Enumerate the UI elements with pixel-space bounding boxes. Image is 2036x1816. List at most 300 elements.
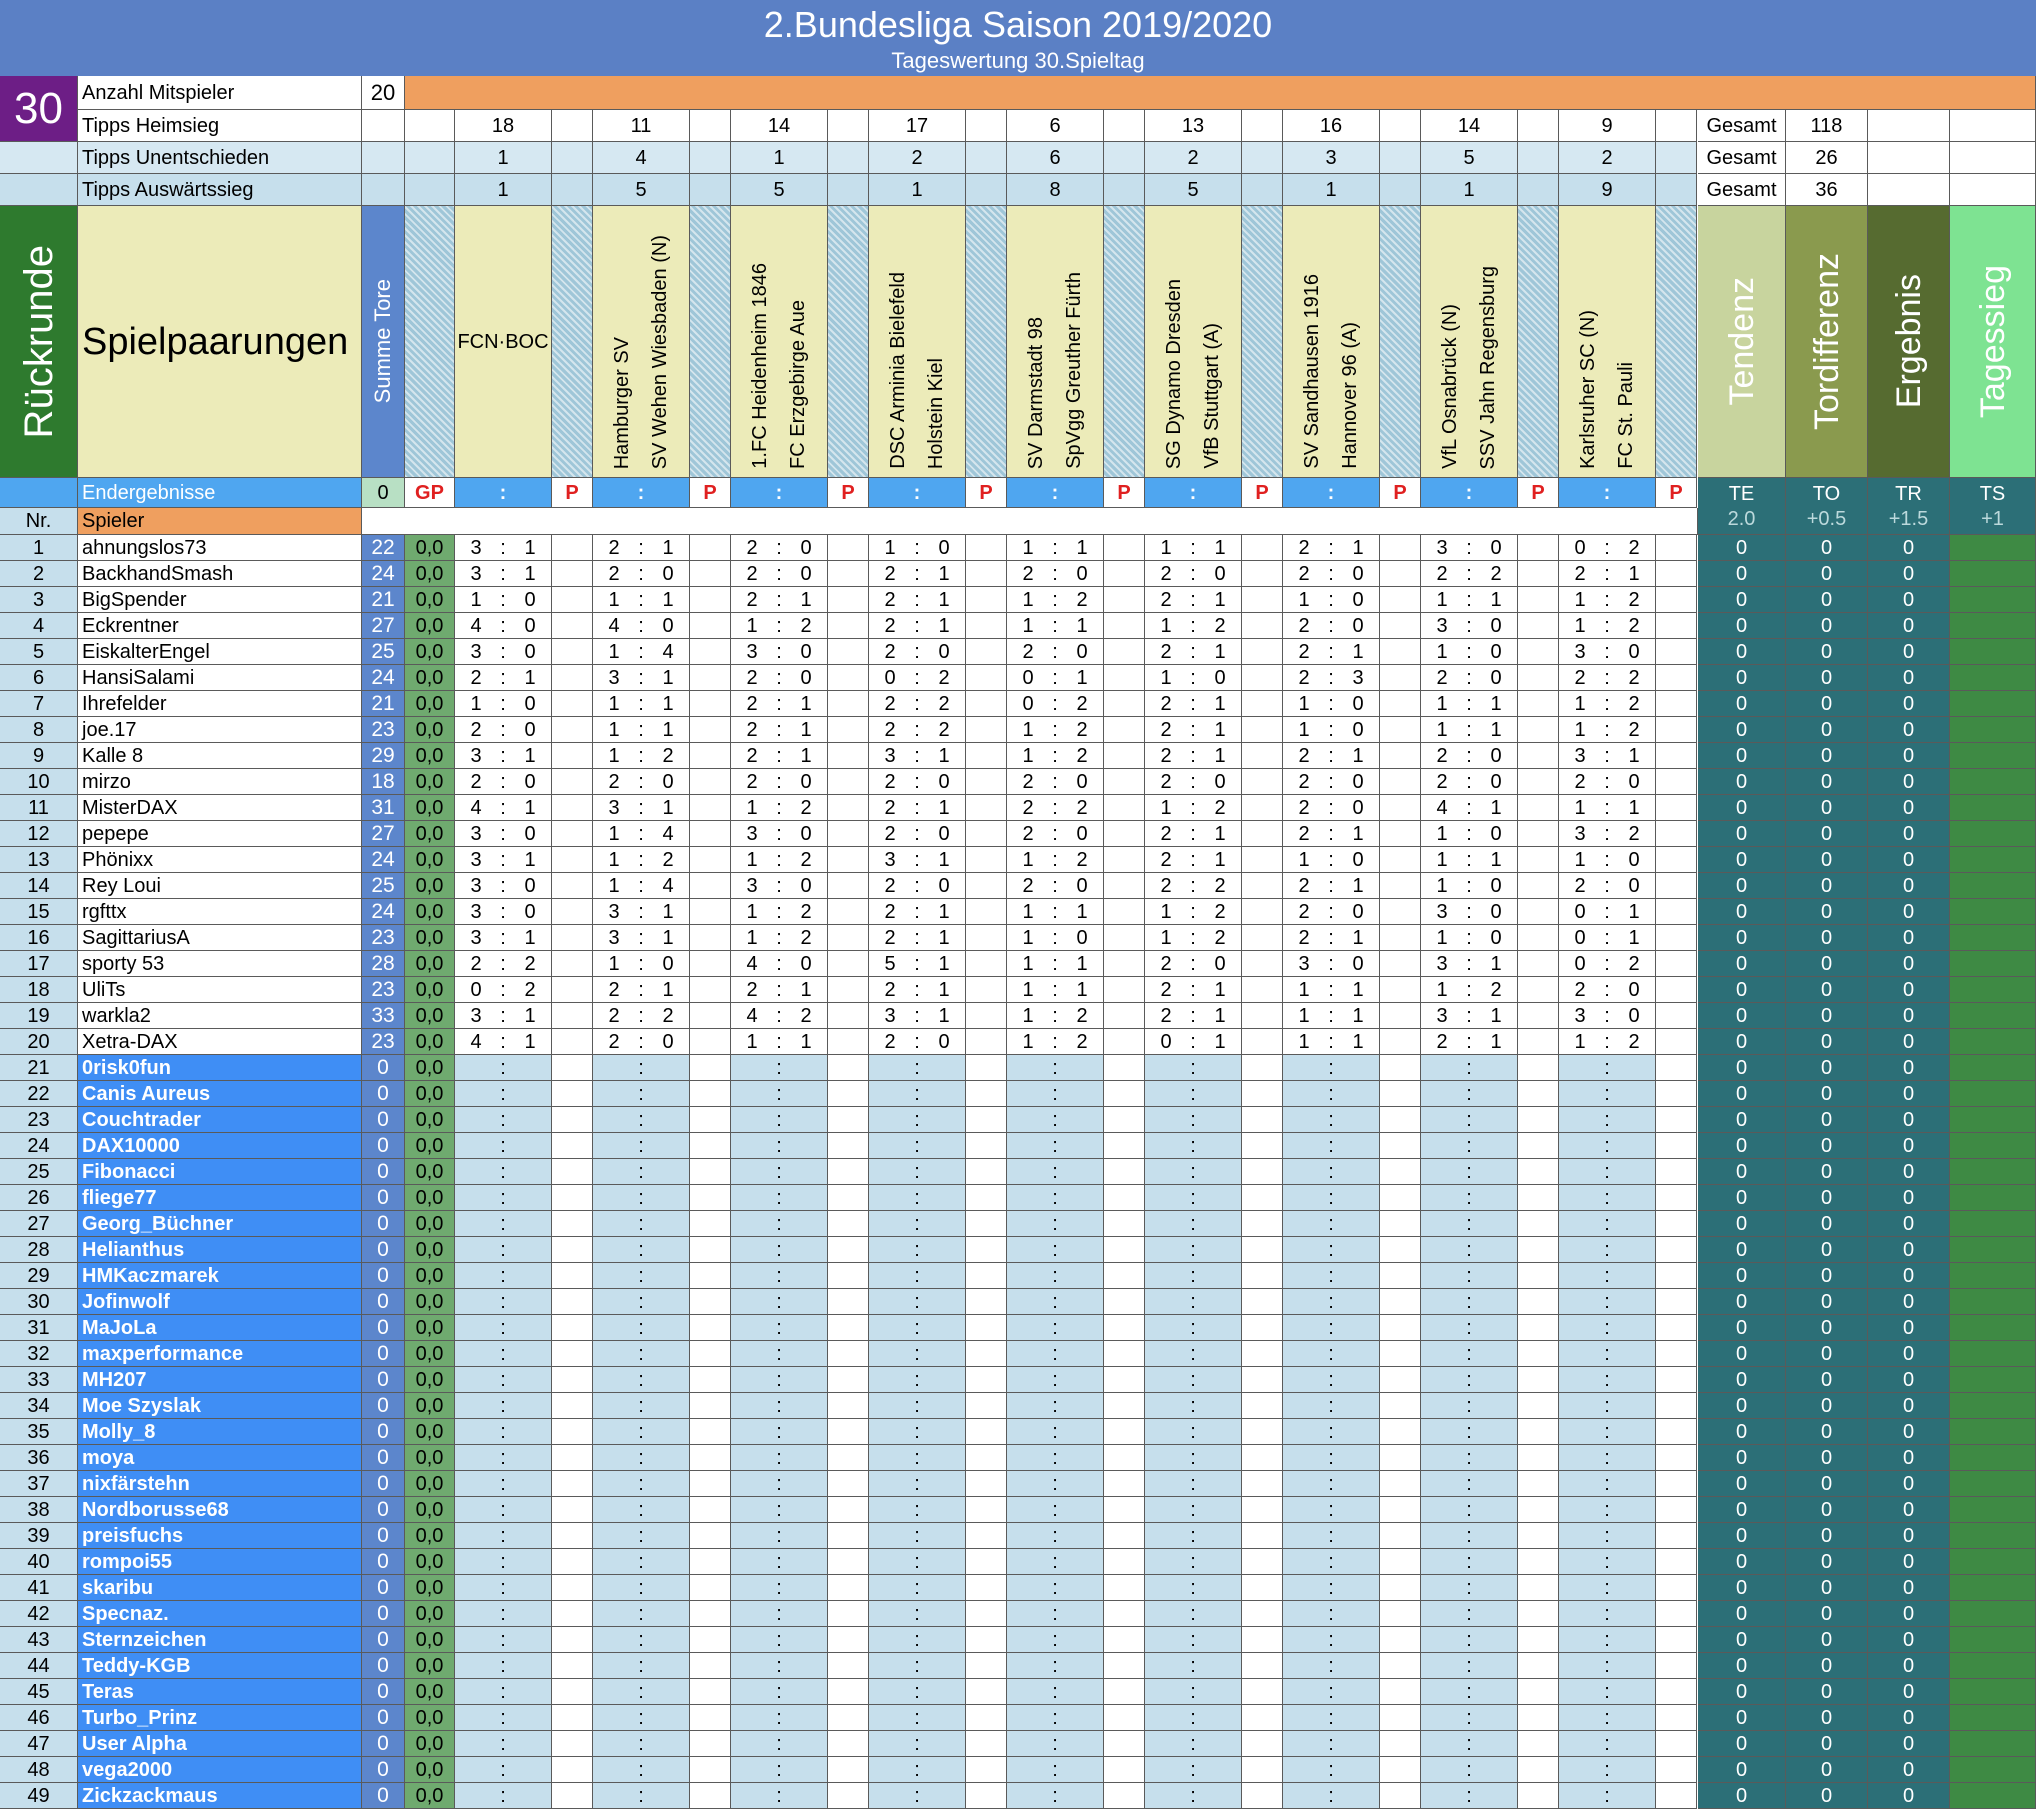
points-cell[interactable]	[552, 1679, 593, 1705]
info-blank[interactable]	[1656, 142, 1697, 174]
tip-cell[interactable]	[1421, 665, 1518, 691]
score-tr[interactable]: 0	[1868, 951, 1950, 977]
points-cell[interactable]	[1104, 1393, 1145, 1419]
points-cell[interactable]	[1518, 1133, 1559, 1159]
score-ts[interactable]	[1950, 1731, 2036, 1757]
tip-count-heim[interactable]: 18	[455, 110, 552, 142]
tip-cell-empty[interactable]	[1007, 1237, 1104, 1263]
points-cell[interactable]	[966, 1679, 1007, 1705]
points-cell[interactable]	[1380, 821, 1421, 847]
score-ts[interactable]	[1950, 925, 2036, 951]
points-cell[interactable]	[1380, 1497, 1421, 1523]
points-cell[interactable]	[552, 1289, 593, 1315]
tip-cell-empty[interactable]	[1559, 1445, 1656, 1471]
points-cell[interactable]	[1104, 977, 1145, 1003]
points-cell[interactable]	[1104, 1705, 1145, 1731]
points-cell[interactable]	[1104, 899, 1145, 925]
score-ts[interactable]	[1950, 1705, 2036, 1731]
points-cell[interactable]	[828, 925, 869, 951]
points-cell[interactable]	[1242, 613, 1283, 639]
score-ts[interactable]	[1950, 951, 2036, 977]
score-tr[interactable]: 0	[1868, 1003, 1950, 1029]
score-to[interactable]: 0	[1786, 1289, 1868, 1315]
tip-cell-empty[interactable]	[593, 1185, 690, 1211]
tip-cell-empty[interactable]	[869, 1419, 966, 1445]
points-cell[interactable]	[966, 613, 1007, 639]
points-cell[interactable]	[828, 1445, 869, 1471]
score-to[interactable]: 0	[1786, 1471, 1868, 1497]
player-nr[interactable]: 9	[0, 743, 78, 769]
player-sum[interactable]: 0	[362, 1471, 405, 1497]
points-cell[interactable]	[828, 1367, 869, 1393]
tip-cell-empty[interactable]	[593, 1055, 690, 1081]
score-te[interactable]: 0	[1698, 1549, 1786, 1575]
info-blank[interactable]	[828, 110, 869, 142]
points-cell[interactable]	[690, 1133, 731, 1159]
tip-cell[interactable]	[869, 769, 966, 795]
tip-cell-empty[interactable]	[593, 1523, 690, 1549]
points-cell[interactable]	[1518, 1263, 1559, 1289]
points-cell[interactable]	[552, 1601, 593, 1627]
info-blank[interactable]	[1104, 142, 1145, 174]
tip-cell-empty[interactable]	[1559, 1237, 1656, 1263]
score-te[interactable]: 0	[1698, 899, 1786, 925]
tip-cell[interactable]	[869, 925, 966, 951]
tip-cell-empty[interactable]	[1007, 1419, 1104, 1445]
tip-cell-empty[interactable]	[1559, 1601, 1656, 1627]
points-cell[interactable]	[966, 717, 1007, 743]
points-cell[interactable]	[1656, 561, 1697, 587]
tip-cell-empty[interactable]	[593, 1393, 690, 1419]
points-cell[interactable]	[690, 665, 731, 691]
tip-cell[interactable]	[1007, 691, 1104, 717]
tip-cell-empty[interactable]	[869, 1627, 966, 1653]
score-ts[interactable]	[1950, 1549, 2036, 1575]
points-cell[interactable]	[1242, 1549, 1283, 1575]
tip-cell[interactable]	[869, 1003, 966, 1029]
points-cell[interactable]	[828, 1523, 869, 1549]
player-nr[interactable]: 37	[0, 1471, 78, 1497]
tip-cell-empty[interactable]	[1559, 1731, 1656, 1757]
points-cell[interactable]	[1380, 1575, 1421, 1601]
score-te[interactable]: 0	[1698, 743, 1786, 769]
points-cell[interactable]	[828, 1133, 869, 1159]
tip-cell[interactable]	[731, 587, 828, 613]
player-nr[interactable]: 6	[0, 665, 78, 691]
tip-cell-empty[interactable]	[1283, 1601, 1380, 1627]
tip-count-unent[interactable]: 5	[1421, 142, 1518, 174]
score-ts[interactable]	[1950, 1341, 2036, 1367]
tip-cell-empty[interactable]	[1145, 1393, 1242, 1419]
points-cell[interactable]	[1104, 1185, 1145, 1211]
points-cell[interactable]	[1104, 1471, 1145, 1497]
score-to[interactable]: 0	[1786, 1315, 1868, 1341]
points-cell[interactable]	[690, 873, 731, 899]
tip-cell[interactable]	[1145, 665, 1242, 691]
points-cell[interactable]	[966, 873, 1007, 899]
points-cell[interactable]	[966, 1185, 1007, 1211]
score-te[interactable]: 0	[1698, 691, 1786, 717]
points-cell[interactable]	[1518, 691, 1559, 717]
tip-cell-empty[interactable]	[1283, 1289, 1380, 1315]
tip-cell[interactable]	[1283, 821, 1380, 847]
points-cell[interactable]	[1380, 1471, 1421, 1497]
tip-cell-empty[interactable]	[1145, 1419, 1242, 1445]
score-te[interactable]: 0	[1698, 1679, 1786, 1705]
tip-cell[interactable]	[1421, 925, 1518, 951]
player-name[interactable]: MH207	[78, 1367, 362, 1393]
points-cell[interactable]	[1380, 1445, 1421, 1471]
tip-cell-empty[interactable]	[869, 1107, 966, 1133]
tip-cell[interactable]	[1007, 1029, 1104, 1055]
points-cell[interactable]	[966, 977, 1007, 1003]
player-nr[interactable]: 43	[0, 1627, 78, 1653]
points-cell[interactable]	[552, 847, 593, 873]
points-cell[interactable]	[1518, 847, 1559, 873]
tip-cell-empty[interactable]	[1007, 1289, 1104, 1315]
points-cell[interactable]	[1242, 1003, 1283, 1029]
tip-cell[interactable]	[593, 665, 690, 691]
tip-cell-empty[interactable]	[869, 1653, 966, 1679]
points-cell[interactable]	[690, 743, 731, 769]
player-gp[interactable]: 0,0	[405, 1055, 455, 1081]
tip-cell[interactable]	[1421, 561, 1518, 587]
tip-cell-empty[interactable]	[593, 1705, 690, 1731]
tip-cell-empty[interactable]	[1283, 1081, 1380, 1107]
tip-cell[interactable]	[1145, 743, 1242, 769]
tip-cell[interactable]	[1283, 925, 1380, 951]
points-cell[interactable]	[828, 977, 869, 1003]
points-cell[interactable]	[966, 1081, 1007, 1107]
points-cell[interactable]	[1518, 1627, 1559, 1653]
tip-cell[interactable]	[731, 1003, 828, 1029]
player-gp[interactable]: 0,0	[405, 1289, 455, 1315]
player-name[interactable]: HansiSalami	[78, 665, 362, 691]
info-blank[interactable]	[1242, 142, 1283, 174]
tip-cell[interactable]	[455, 1003, 552, 1029]
score-ts[interactable]	[1950, 1081, 2036, 1107]
tip-cell-empty[interactable]	[731, 1575, 828, 1601]
points-cell[interactable]	[552, 587, 593, 613]
tip-cell-empty[interactable]	[869, 1159, 966, 1185]
gesamt-value[interactable]: 26	[1786, 142, 1868, 174]
points-cell[interactable]	[1518, 951, 1559, 977]
points-cell[interactable]	[1380, 873, 1421, 899]
tip-count-unent[interactable]: 2	[1559, 142, 1656, 174]
player-gp[interactable]: 0,0	[405, 1679, 455, 1705]
points-cell[interactable]	[828, 1055, 869, 1081]
tip-cell-empty[interactable]	[731, 1419, 828, 1445]
score-tr[interactable]: 0	[1868, 1575, 1950, 1601]
tip-cell-empty[interactable]	[1283, 1393, 1380, 1419]
player-sum[interactable]: 0	[362, 1341, 405, 1367]
points-cell[interactable]	[1242, 1107, 1283, 1133]
tip-cell[interactable]	[1559, 847, 1656, 873]
points-cell[interactable]	[966, 639, 1007, 665]
player-nr[interactable]: 8	[0, 717, 78, 743]
p-label[interactable]: P	[1242, 478, 1283, 508]
points-cell[interactable]	[828, 1627, 869, 1653]
player-sum[interactable]: 23	[362, 977, 405, 1003]
score-to[interactable]: 0	[1786, 613, 1868, 639]
points-cell[interactable]	[1242, 1367, 1283, 1393]
points-cell[interactable]	[1656, 1549, 1697, 1575]
info-blank[interactable]	[828, 142, 869, 174]
points-cell[interactable]	[1242, 1731, 1283, 1757]
score-ts[interactable]	[1950, 1419, 2036, 1445]
tip-cell-empty[interactable]	[1283, 1523, 1380, 1549]
score-te[interactable]: 0	[1698, 535, 1786, 561]
score-ts[interactable]	[1950, 1263, 2036, 1289]
tip-cell[interactable]	[455, 951, 552, 977]
points-cell[interactable]	[1242, 1757, 1283, 1783]
tip-cell-empty[interactable]	[869, 1055, 966, 1081]
tip-cell-empty[interactable]	[1145, 1471, 1242, 1497]
tip-count-unent[interactable]: 3	[1283, 142, 1380, 174]
points-cell[interactable]	[1242, 1055, 1283, 1081]
score-te[interactable]: 0	[1698, 1653, 1786, 1679]
tip-cell-empty[interactable]	[731, 1471, 828, 1497]
points-cell[interactable]	[966, 1419, 1007, 1445]
points-cell[interactable]	[966, 1575, 1007, 1601]
points-cell[interactable]	[1656, 1627, 1697, 1653]
scoring-code-cell[interactable]	[1698, 478, 1786, 535]
points-cell[interactable]	[1242, 561, 1283, 587]
tip-cell-empty[interactable]	[593, 1341, 690, 1367]
tip-cell[interactable]	[869, 899, 966, 925]
points-cell[interactable]	[1656, 925, 1697, 951]
tip-cell-empty[interactable]	[869, 1393, 966, 1419]
score-tr[interactable]: 0	[1868, 1055, 1950, 1081]
tip-cell[interactable]	[1559, 717, 1656, 743]
info-blank[interactable]	[1242, 174, 1283, 206]
p-label[interactable]: P	[966, 478, 1007, 508]
points-cell[interactable]	[690, 1705, 731, 1731]
score-to[interactable]: 0	[1786, 1731, 1868, 1757]
gp-hatch[interactable]	[405, 206, 455, 478]
tip-cell-empty[interactable]	[731, 1367, 828, 1393]
tip-count-heim[interactable]: 17	[869, 110, 966, 142]
score-ts[interactable]	[1950, 769, 2036, 795]
score-to[interactable]: 0	[1786, 1029, 1868, 1055]
tip-cell[interactable]	[1145, 847, 1242, 873]
player-gp[interactable]: 0,0	[405, 561, 455, 587]
score-ts[interactable]	[1950, 1237, 2036, 1263]
tip-cell[interactable]	[455, 717, 552, 743]
tip-cell-empty[interactable]	[1283, 1445, 1380, 1471]
score-tr[interactable]: 0	[1868, 1783, 1950, 1809]
tip-cell-empty[interactable]	[869, 1601, 966, 1627]
points-cell[interactable]	[1380, 1003, 1421, 1029]
points-cell[interactable]	[1104, 639, 1145, 665]
points-cell[interactable]	[552, 1497, 593, 1523]
tip-cell-empty[interactable]	[593, 1757, 690, 1783]
points-cell[interactable]	[552, 1003, 593, 1029]
tip-cell[interactable]	[1283, 561, 1380, 587]
player-sum[interactable]: 29	[362, 743, 405, 769]
score-te[interactable]: 0	[1698, 769, 1786, 795]
points-cell[interactable]	[1380, 795, 1421, 821]
score-ts[interactable]	[1950, 847, 2036, 873]
tip-cell-empty[interactable]	[455, 1341, 552, 1367]
player-name[interactable]: Phönixx	[78, 847, 362, 873]
tip-cell[interactable]	[593, 535, 690, 561]
score-to[interactable]: 0	[1786, 1497, 1868, 1523]
points-cell[interactable]	[1656, 1289, 1697, 1315]
score-te[interactable]: 0	[1698, 1601, 1786, 1627]
tip-cell-empty[interactable]	[1283, 1263, 1380, 1289]
score-te[interactable]: 0	[1698, 925, 1786, 951]
tip-cell-empty[interactable]	[731, 1497, 828, 1523]
tip-cell[interactable]	[1283, 743, 1380, 769]
score-tr[interactable]: 0	[1868, 1549, 1950, 1575]
tip-cell[interactable]	[1421, 1029, 1518, 1055]
points-cell[interactable]	[828, 1315, 869, 1341]
tip-cell-empty[interactable]	[1007, 1653, 1104, 1679]
tip-cell-empty[interactable]	[1421, 1575, 1518, 1601]
player-sum[interactable]: 0	[362, 1237, 405, 1263]
points-cell[interactable]	[1656, 873, 1697, 899]
tip-cell[interactable]	[869, 795, 966, 821]
score-ts[interactable]	[1950, 587, 2036, 613]
points-cell[interactable]	[966, 743, 1007, 769]
player-sum[interactable]: 28	[362, 951, 405, 977]
result-input[interactable]: :	[1421, 478, 1518, 508]
tip-cell-empty[interactable]	[1421, 1315, 1518, 1341]
points-cell[interactable]	[1104, 665, 1145, 691]
tip-cell-empty[interactable]	[869, 1705, 966, 1731]
player-sum[interactable]: 0	[362, 1107, 405, 1133]
tip-cell[interactable]	[593, 873, 690, 899]
points-cell[interactable]	[828, 717, 869, 743]
tip-cell-empty[interactable]	[1421, 1705, 1518, 1731]
tip-cell-empty[interactable]	[731, 1705, 828, 1731]
points-cell[interactable]	[1104, 1081, 1145, 1107]
tip-cell[interactable]	[1283, 847, 1380, 873]
score-to[interactable]: 0	[1786, 1575, 1868, 1601]
info-blank[interactable]	[362, 174, 405, 206]
score-tr[interactable]: 0	[1868, 665, 1950, 691]
player-name[interactable]: Eckrentner	[78, 613, 362, 639]
points-cell[interactable]	[828, 1705, 869, 1731]
tip-cell[interactable]	[455, 639, 552, 665]
points-cell[interactable]	[1242, 1471, 1283, 1497]
info-blank[interactable]	[1656, 110, 1697, 142]
tip-cell-empty[interactable]	[1283, 1705, 1380, 1731]
tip-cell-empty[interactable]	[1283, 1185, 1380, 1211]
player-gp[interactable]: 0,0	[405, 1575, 455, 1601]
points-cell[interactable]	[1380, 1627, 1421, 1653]
tip-cell[interactable]	[1007, 1003, 1104, 1029]
player-name[interactable]: Ihrefelder	[78, 691, 362, 717]
player-gp[interactable]: 0,0	[405, 821, 455, 847]
points-cell[interactable]	[1104, 535, 1145, 561]
tip-cell-empty[interactable]	[1007, 1185, 1104, 1211]
score-to[interactable]: 0	[1786, 795, 1868, 821]
points-cell[interactable]	[966, 1055, 1007, 1081]
tip-cell[interactable]	[455, 613, 552, 639]
tip-cell-empty[interactable]	[1559, 1263, 1656, 1289]
points-cell[interactable]	[1242, 1185, 1283, 1211]
points-cell[interactable]	[1104, 743, 1145, 769]
tip-cell-empty[interactable]	[731, 1107, 828, 1133]
player-sum[interactable]: 0	[362, 1575, 405, 1601]
tip-cell[interactable]	[1283, 1029, 1380, 1055]
tip-cell-empty[interactable]	[869, 1133, 966, 1159]
tip-count-ausw[interactable]: 1	[455, 174, 552, 206]
points-cell[interactable]	[1242, 1237, 1283, 1263]
tip-cell-empty[interactable]	[455, 1055, 552, 1081]
info-blank[interactable]	[552, 110, 593, 142]
player-nr[interactable]: 45	[0, 1679, 78, 1705]
points-cell[interactable]	[828, 587, 869, 613]
tip-cell[interactable]	[455, 821, 552, 847]
tip-cell[interactable]	[1145, 795, 1242, 821]
score-ts[interactable]	[1950, 561, 2036, 587]
tip-cell-empty[interactable]	[1283, 1783, 1380, 1809]
tip-cell[interactable]	[731, 951, 828, 977]
tip-cell-empty[interactable]	[1145, 1731, 1242, 1757]
points-cell[interactable]	[552, 1549, 593, 1575]
points-cell[interactable]	[966, 1263, 1007, 1289]
result-input[interactable]: :	[1283, 478, 1380, 508]
tip-cell[interactable]	[593, 691, 690, 717]
points-cell[interactable]	[1656, 1783, 1697, 1809]
gesamt-label[interactable]: Gesamt	[1698, 174, 1786, 206]
tip-cell-empty[interactable]	[1559, 1627, 1656, 1653]
tip-cell-empty[interactable]	[731, 1133, 828, 1159]
score-to[interactable]: 0	[1786, 691, 1868, 717]
tip-cell[interactable]	[593, 1029, 690, 1055]
tip-cell[interactable]	[1283, 899, 1380, 925]
tip-cell[interactable]	[731, 665, 828, 691]
score-te[interactable]: 0	[1698, 1107, 1786, 1133]
tip-cell-empty[interactable]	[1421, 1081, 1518, 1107]
points-cell[interactable]	[1518, 1679, 1559, 1705]
player-sum[interactable]: 0	[362, 1393, 405, 1419]
player-sum[interactable]: 0	[362, 1445, 405, 1471]
score-to[interactable]: 0	[1786, 1601, 1868, 1627]
points-cell[interactable]	[1104, 847, 1145, 873]
player-name[interactable]: Couchtrader	[78, 1107, 362, 1133]
points-cell[interactable]	[1380, 1731, 1421, 1757]
points-cell[interactable]	[1656, 1133, 1697, 1159]
tip-cell[interactable]	[455, 665, 552, 691]
points-cell[interactable]	[1104, 1107, 1145, 1133]
tip-cell-empty[interactable]	[1559, 1471, 1656, 1497]
tip-cell-empty[interactable]	[1559, 1367, 1656, 1393]
tip-cell-empty[interactable]	[1145, 1289, 1242, 1315]
tip-cell[interactable]	[593, 587, 690, 613]
tip-cell-empty[interactable]	[1559, 1315, 1656, 1341]
points-cell[interactable]	[552, 1445, 593, 1471]
points-cell[interactable]	[1656, 1367, 1697, 1393]
tip-cell[interactable]	[455, 899, 552, 925]
player-name[interactable]: Helianthus	[78, 1237, 362, 1263]
points-cell[interactable]	[690, 613, 731, 639]
score-to[interactable]: 0	[1786, 1133, 1868, 1159]
points-cell[interactable]	[1104, 1367, 1145, 1393]
score-ts[interactable]	[1950, 1497, 2036, 1523]
player-nr[interactable]: 7	[0, 691, 78, 717]
points-cell[interactable]	[966, 535, 1007, 561]
score-tr[interactable]: 0	[1868, 1419, 1950, 1445]
tip-cell-empty[interactable]	[1421, 1263, 1518, 1289]
player-name[interactable]: Nordborusse68	[78, 1497, 362, 1523]
player-nr[interactable]: 29	[0, 1263, 78, 1289]
player-nr[interactable]: 2	[0, 561, 78, 587]
tip-cell-empty[interactable]	[1559, 1081, 1656, 1107]
